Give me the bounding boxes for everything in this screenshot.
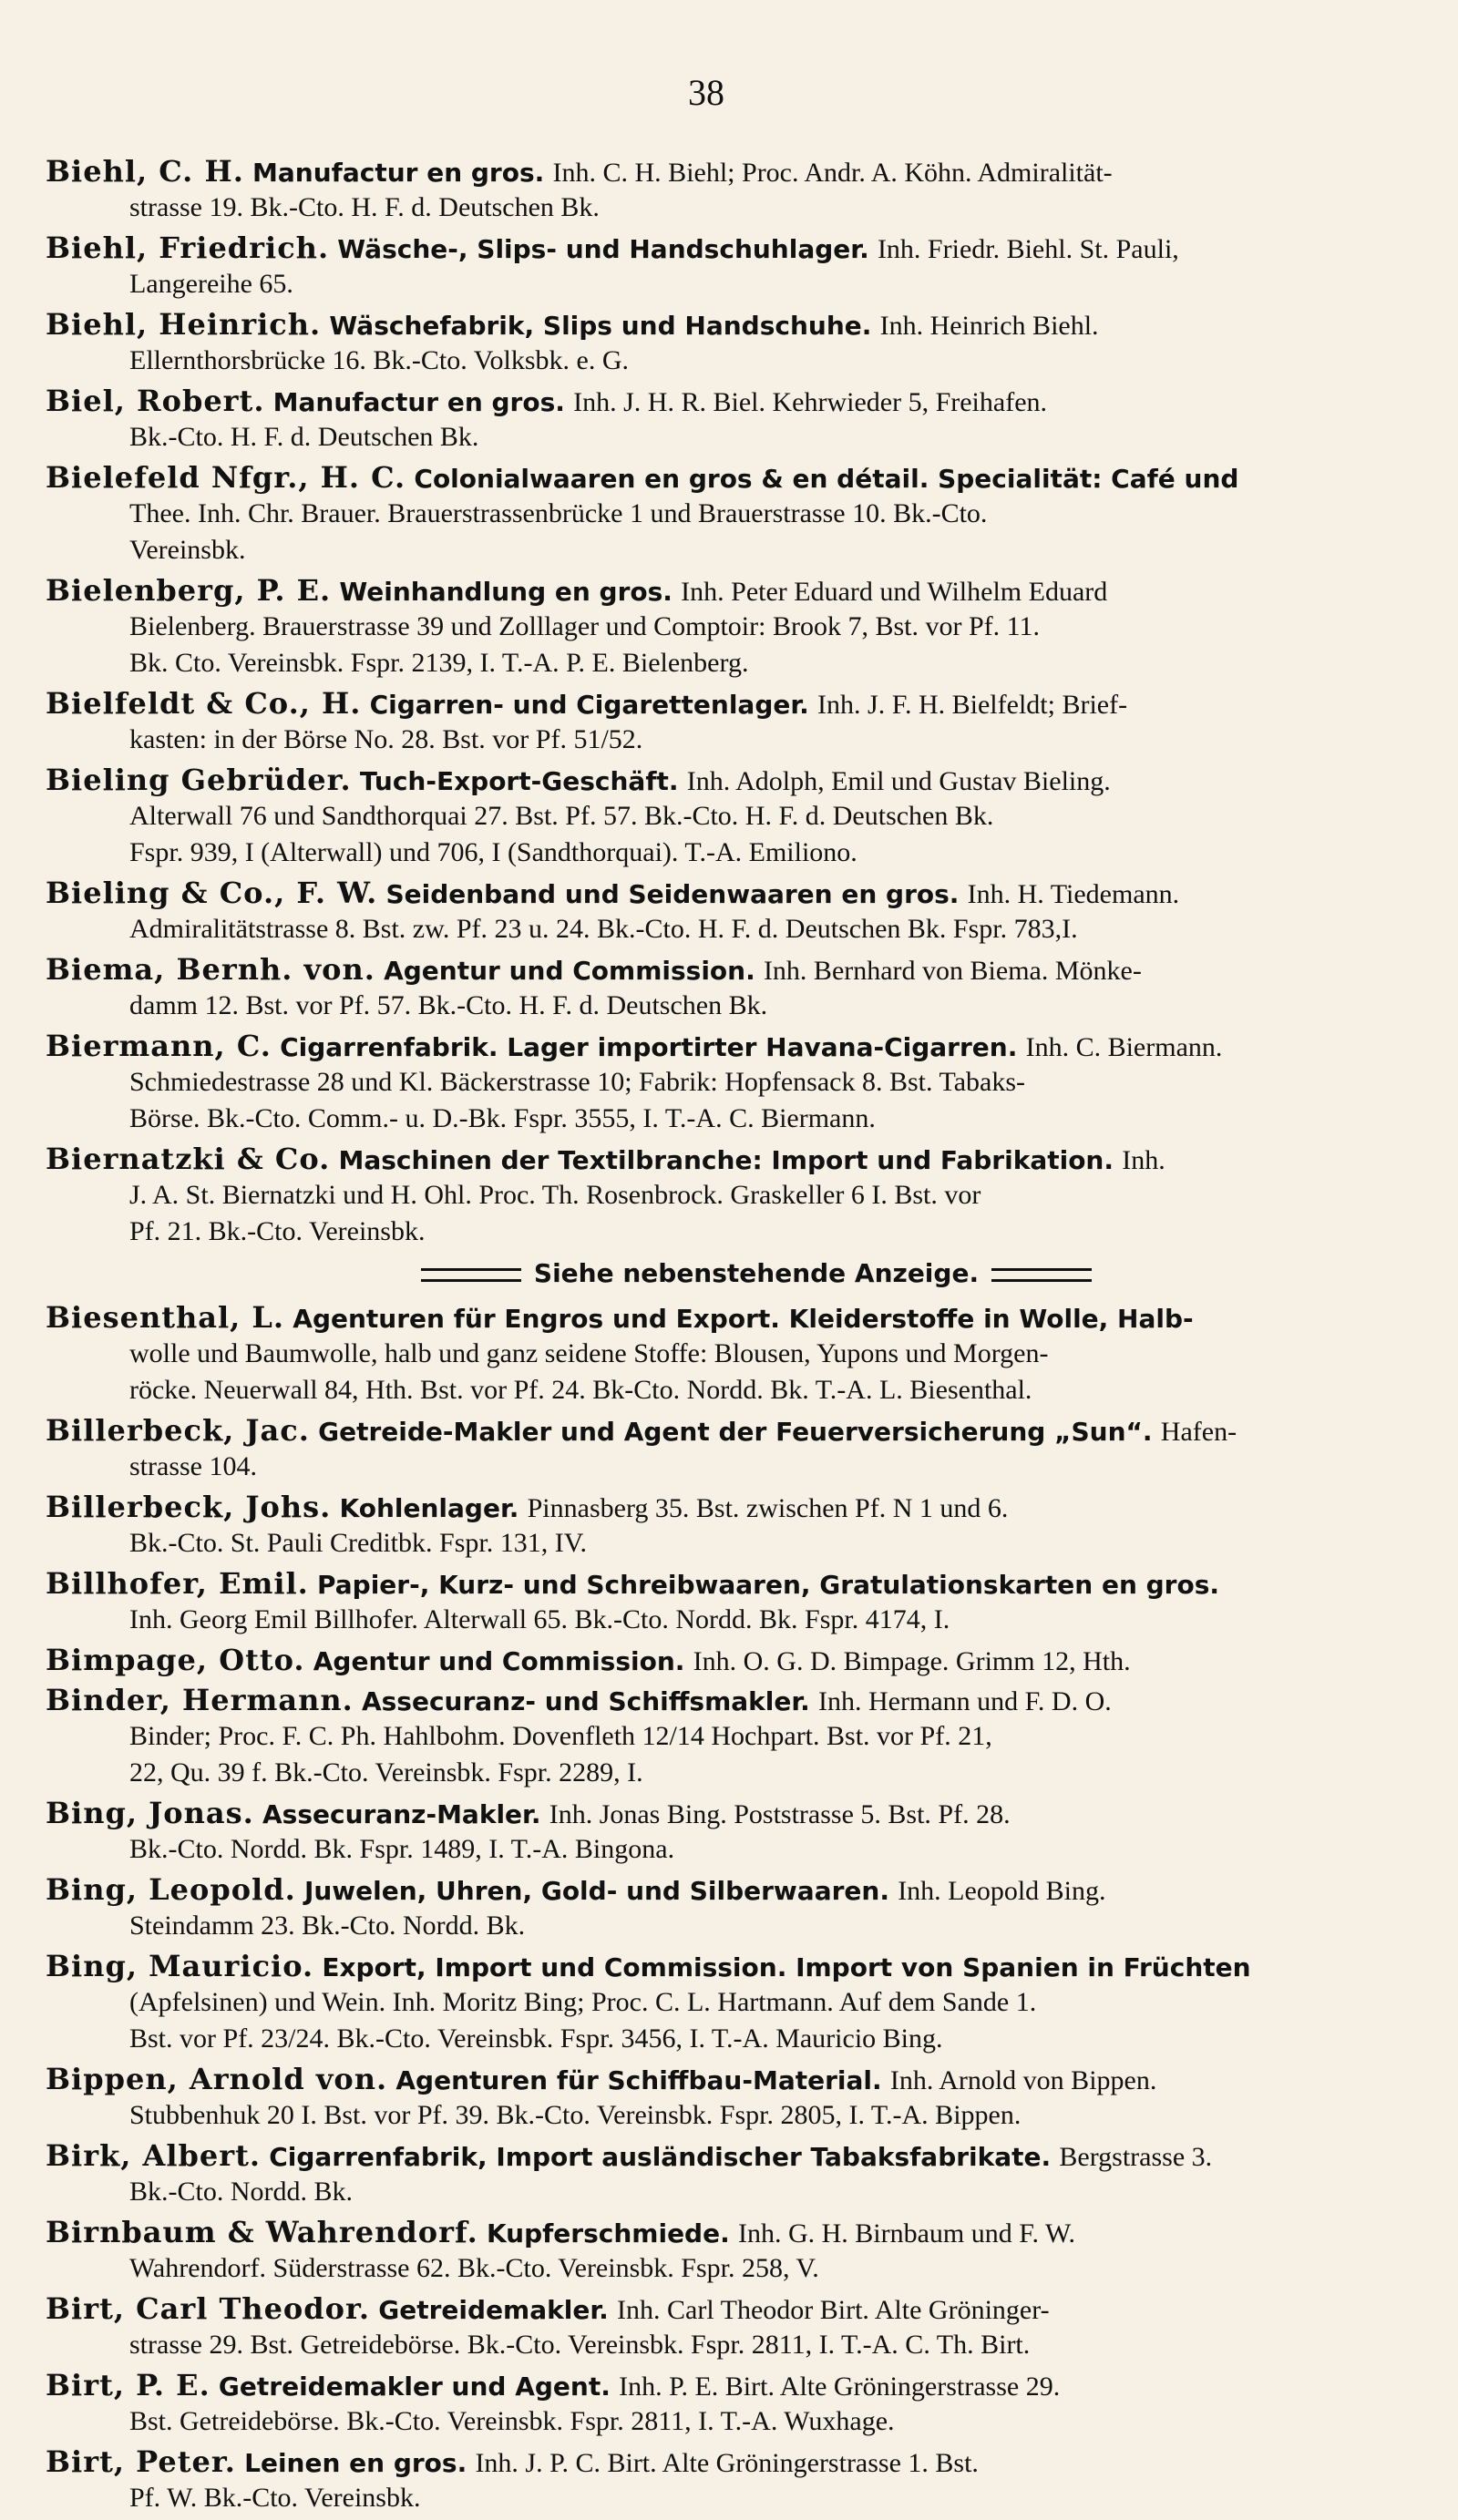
entry-name: Bing, Leopold. [46,1872,296,1907]
entry-name: Bielefeld Nfgr., H. C. [46,460,406,495]
entry-trade: Maschinen der Textilbranche: Import und Fabrikation. [338,1145,1114,1175]
entry-name: Bing, Jonas. [46,1796,254,1830]
entry-continuation-line: Admiralitätstrasse 8. Bst. zw. Pf. 23 u. 24. Bk.-Cto. H. F. d. Deutschen Bk. Fspr. 783,I. [129,914,1078,944]
directory-entry [46,1299,1412,1409]
directory-entry [46,306,1412,379]
entry-name: Bieling & Co., F. W. [46,876,378,910]
entry-first-line [46,2214,1412,2250]
entry-continuation-line: (Apfelsinen) und Wein. Inh. Moritz Bing; Proc. C. L. Hartmann. Auf dem Sande 1. [129,1987,1037,2017]
entry-trade: Kupferschmiede. [486,2218,730,2249]
entry-first-line [46,230,1412,266]
entry-text: Inh. J. F. H. Bielfeldt; Brief- [817,690,1128,720]
entry-text: Inh. Hermann und F. D. O. [818,1686,1112,1716]
entry-name: Billhofer, Emil. [46,1566,309,1601]
entry-continuation-line: Steindamm 23. Bk.-Cto. Nordd. Bk. [129,1910,526,1941]
entry-continuation-line: Bielenberg. Brauerstrasse 39 und Zolllager und Comptoir: Brook 7, Bst. vor Pf. 11. [129,611,1041,641]
entry-trade: Colonialwaaren en gros & en détail. Specialität: Café und [414,464,1239,494]
entry-trade: Agenturen für Schiffbau-Material. [395,2065,882,2095]
entry-text: Inh. C. Biermann. [1025,1032,1223,1062]
directory-entry [46,2137,1412,2210]
directory-entry [46,2061,1412,2134]
entry-continuation-line: Bk.-Cto. Nordd. Bk. Fspr. 1489, I. T.-A. Bingona. [129,1834,675,1864]
entry-trade: Manufactur en gros. [252,158,545,188]
directory-entry [46,1028,1412,1137]
entry-name: Bimpage, Otto. [46,1643,305,1677]
entry-first-line [46,1299,1412,1336]
directory-entry [46,2290,1412,2363]
directory-entry [46,685,1412,758]
entry-name: Birnbaum & Wahrendorf. [46,2215,478,2249]
entry-text: Inh. J. H. R. Biel. Kehrwieder 5, Freihafen. [573,387,1048,417]
directory-entry [46,762,1412,871]
directory-entry [46,1948,1412,2057]
entry-text: Inh. Arnold von Bippen. [889,2065,1157,2095]
directory-entry [46,459,1412,569]
entry-first-line [46,875,1412,911]
entry-trade: Getreide-Makler und Agent der Feuerversicherung „Sun“. [318,1417,1153,1447]
entry-first-line [46,383,1412,419]
entry-trade: Getreidemakler. [378,2295,609,2325]
entry-text: Inh. Bernhard von Biema. Mönke- [763,956,1142,986]
entry-trade: Weinhandlung en gros. [339,577,673,607]
entry-trade: Juwelen, Uhren, Gold- und Silberwaaren. [303,1876,889,1906]
entry-continuation-line: Thee. Inh. Chr. Brauer. Brauerstrassenbrücke 1 und Brauerstrasse 10. Bk.-Cto. [129,498,988,528]
entry-text: Inh. Adolph, Emil und Gustav Bieling. [686,766,1111,796]
entry-first-line [46,1489,1412,1525]
entry-trade: Cigarrenfabrik, Import ausländischer Tabaksfabrikate. [269,2142,1052,2172]
entry-continuation-line: J. A. St. Biernatzki und H. Ohl. Proc. Th. Rosenbrock. Graskeller 6 I. Bst. vor [129,1180,981,1210]
directory-entry [46,1141,1412,1250]
entry-text: Inh. Friedr. Biehl. St. Pauli, [877,234,1179,264]
directory-entry [46,1642,1412,1678]
entry-trade: Getreidemakler und Agent. [218,2371,611,2402]
entry-first-line [46,306,1412,343]
entry-name: Billerbeck, Johs. [46,1490,332,1524]
entry-trade: Seidenband und Seidenwaaren en gros. [385,879,960,909]
entry-name: Biernatzki & Co. [46,1142,331,1176]
entry-continuation-line: wolle und Baumwolle, halb und ganz seidene Stoffe: Blousen, Yupons und Morgen- [129,1338,1049,1368]
entry-trade: Wäsche-, Slips- und Handschuhlager. [337,234,869,264]
entry-trade: Wäschefabrik, Slips und Handschuhe. [329,311,872,341]
entry-first-line [46,2367,1412,2403]
entry-trade: Tuch-Export-Geschäft. [359,766,679,796]
double-rule-right [991,1268,1092,1282]
entry-continuation-line: Pf. W. Bk.-Cto. Vereinsbk. [129,2483,421,2513]
directory-entry [46,383,1412,456]
entry-trade: Leinen en gros. [244,2448,467,2478]
entry-name: Birt, P. E. [46,2368,210,2402]
entry-text: Hafen- [1160,1417,1237,1447]
entry-name: Birt, Carl Theodor. [46,2291,371,2326]
notice-see-advertisement [46,1254,1412,1294]
entry-first-line [46,2290,1412,2327]
directory-entry [46,2367,1412,2440]
directory-entry [46,153,1412,226]
entry-text: Inh. H. Tiedemann. [967,879,1180,909]
entry-text: Inh. J. P. C. Birt. Alte Gröningerstrasse 1. Bst. [475,2448,979,2478]
entry-continuation-line: 22, Qu. 39 f. Bk.-Cto. Vereinsbk. Fspr. 2289, I. [129,1757,643,1788]
directory-entry [46,1795,1412,1868]
entry-continuation-line: Alterwall 76 und Sandthorquai 27. Bst. Pf. 57. Bk.-Cto. H. F. d. Deutschen Bk. [129,801,994,831]
directory-entry [46,875,1412,948]
directory-entry [46,2443,1412,2516]
entry-name: Bieling Gebrüder. [46,763,352,797]
entry-continuation-line: Bk.-Cto. Nordd. Bk. [129,2177,354,2207]
entry-continuation-line: strasse 29. Bst. Getreidebörse. Bk.-Cto. Vereinsbk. Fspr. 2811, I. T.-A. C. Th. Birt. [129,2330,1031,2360]
entry-text: Inh. Jonas Bing. Poststrasse 5. Bst. Pf. 28. [549,1799,1011,1829]
entry-name: Biesenthal, L. [46,1300,285,1335]
entry-first-line [46,1948,1412,1984]
entry-name: Biel, Robert. [46,384,265,418]
directory-entry [46,1489,1412,1562]
entry-continuation-line: Schmiedestrasse 28 und Kl. Bäckerstrasse 10; Fabrik: Hopfensack 8. Bst. Tabaks- [129,1067,1025,1097]
entry-trade: Assecuranz- und Schiffsmakler. [361,1686,810,1716]
entry-trade: Export, Import und Commission. Import von Spanien in Früchten [322,1952,1251,1982]
directory-entry [46,951,1412,1024]
entry-first-line [46,2443,1412,2480]
entry-name: Bielenberg, P. E. [46,573,332,608]
entry-first-line [46,1565,1412,1602]
entry-continuation-line: röcke. Neuerwall 84, Hth. Bst. vor Pf. 24. Bk-Cto. Nordd. Bk. T.-A. L. Biesenthal. [129,1375,1032,1405]
entry-first-line [46,1642,1412,1678]
entry-name: Biema, Bernh. von. [46,952,375,987]
entry-continuation-line: Bk.-Cto. St. Pauli Creditbk. Fspr. 131, IV. [129,1528,588,1558]
entry-name: Bing, Mauricio. [46,1949,314,1983]
double-rule-left [421,1268,521,1282]
entry-continuation-line: Wahrendorf. Süderstrasse 62. Bk.-Cto. Vereinsbk. Fspr. 258, V. [129,2253,819,2283]
entry-continuation-line: Bk.-Cto. H. F. d. Deutschen Bk. [129,422,479,452]
entry-trade: Agenturen für Engros und Export. Kleiderstoffe in Wolle, Halb- [293,1304,1194,1334]
entry-text: Inh. Peter Eduard und Wilhelm Eduard [681,577,1108,607]
directory-entry [46,1412,1412,1485]
entry-first-line [46,762,1412,798]
entry-continuation-line: Bk. Cto. Vereinsbk. Fspr. 2139, I. T.-A. P. E. Bielenberg. [129,648,749,678]
entry-first-line [46,1682,1412,1718]
entry-first-line [46,1028,1412,1064]
directory-entry [46,1565,1412,1638]
entry-text: Inh. [1122,1145,1165,1175]
directory-entry [46,572,1412,681]
entry-trade: Cigarren- und Cigarettenlager. [369,690,809,720]
entry-first-line [46,153,1412,190]
entry-continuation-line: Vereinsbk. [129,535,246,565]
entry-name: Birk, Albert. [46,2138,262,2173]
entry-name: Binder, Hermann. [46,1683,354,1717]
entry-name: Biehl, Heinrich. [46,307,322,342]
entry-text: Inh. O. G. D. Bimpage. Grimm 12, Hth. [693,1646,1131,1676]
entry-first-line [46,951,1412,988]
entry-text: Inh. C. H. Biehl; Proc. Andr. A. Köhn. Admiralität- [552,158,1113,188]
entry-name: Billerbeck, Jac. [46,1413,310,1448]
directory-entry [46,1871,1412,1944]
entry-continuation-line: Stubbenhuk 20 I. Bst. vor Pf. 39. Bk.-Cto. Vereinsbk. Fspr. 2805, I. T.-A. Bippen. [129,2100,1022,2130]
entry-continuation-line: Börse. Bk.-Cto. Comm.- u. D.-Bk. Fspr. 3555, I. T.-A. C. Biermann. [129,1103,876,1133]
notice-text: Siehe nebenstehende Anzeige. [533,1258,980,1288]
entry-text: Inh. P. E. Birt. Alte Gröningerstrasse 29. [619,2371,1061,2402]
entry-continuation-line: Bst. vor Pf. 23/24. Bk.-Cto. Vereinsbk. Fspr. 3456, I. T.-A. Mauricio Bing. [129,2023,943,2054]
entry-text: Bergstrasse 3. [1059,2142,1213,2172]
entry-first-line [46,1795,1412,1831]
entry-trade: Assecuranz-Makler. [262,1799,541,1829]
entry-first-line [46,2137,1412,2174]
entry-continuation-line: Fspr. 939, I (Alterwall) und 706, I (Sandthorquai). T.-A. Emiliono. [129,837,857,867]
entry-name: Biermann, C. [46,1029,272,1063]
page-number: 38 [688,72,724,113]
entry-continuation-line: Inh. Georg Emil Billhofer. Alterwall 65. Bk.-Cto. Nordd. Bk. Fspr. 4174, I. [129,1604,950,1634]
entry-trade: Papier-, Kurz- und Schreibwaaren, Gratulationskarten en gros. [316,1570,1220,1600]
entry-first-line [46,1871,1412,1908]
entry-first-line [46,685,1412,722]
entry-continuation-line: kasten: in der Börse No. 28. Bst. vor Pf. 51/52. [129,724,643,754]
entry-text: Inh. Heinrich Biehl. [879,311,1099,341]
entry-name: Bielfeldt & Co., H. [46,686,362,721]
entry-first-line [46,459,1412,496]
entry-name: Biehl, Friedrich. [46,230,330,265]
entry-continuation-line: Langereihe 65. [129,269,293,299]
entry-continuation-line: Bst. Getreidebörse. Bk.-Cto. Vereinsbk. Fspr. 2811, I. T.-A. Wuxhage. [129,2406,895,2436]
entry-first-line [46,2061,1412,2097]
entry-continuation-line: strasse 19. Bk.-Cto. H. F. d. Deutschen Bk. [129,192,600,222]
directory-entry [46,2214,1412,2287]
entry-first-line [46,1141,1412,1177]
entry-trade: Kohlenlager. [339,1493,519,1523]
entry-first-line [46,1412,1412,1449]
directory-entry [46,1682,1412,1791]
entry-continuation-line: Pf. 21. Bk.-Cto. Vereinsbk. [129,1216,426,1246]
entry-name: Birt, Peter. [46,2444,236,2479]
entry-text: Inh. Leopold Bing. [898,1876,1106,1906]
directory-entry [46,230,1412,302]
entry-list [46,153,1412,2520]
entry-name: Biehl, C. H. [46,154,244,189]
entry-continuation-line: strasse 104. [129,1451,257,1481]
entry-trade: Agentur und Commission. [384,956,755,986]
entry-continuation-line: damm 12. Bst. vor Pf. 57. Bk.-Cto. H. F. d. Deutschen Bk. [129,990,768,1020]
entry-text: Pinnasberg 35. Bst. zwischen Pf. N 1 und 6. [527,1493,1009,1523]
entry-first-line [46,572,1412,609]
entry-text: Inh. Carl Theodor Birt. Alte Gröninger- [617,2295,1050,2325]
entry-trade: Cigarrenfabrik. Lager importirter Havana-Cigarren. [280,1032,1018,1062]
entry-continuation-line: Binder; Proc. F. C. Ph. Hahlbohm. Dovenfleth 12/14 Hochpart. Bst. vor Pf. 21, [129,1721,992,1751]
entry-name: Bippen, Arnold von. [46,2062,388,2096]
entry-text: Inh. G. H. Birnbaum und F. W. [737,2218,1076,2249]
entry-trade: Manufactur en gros. [272,387,565,417]
entry-continuation-line: Ellernthorsbrücke 16. Bk.-Cto. Volksbk. e. G. [129,345,630,375]
entry-trade: Agentur und Commission. [313,1646,685,1676]
